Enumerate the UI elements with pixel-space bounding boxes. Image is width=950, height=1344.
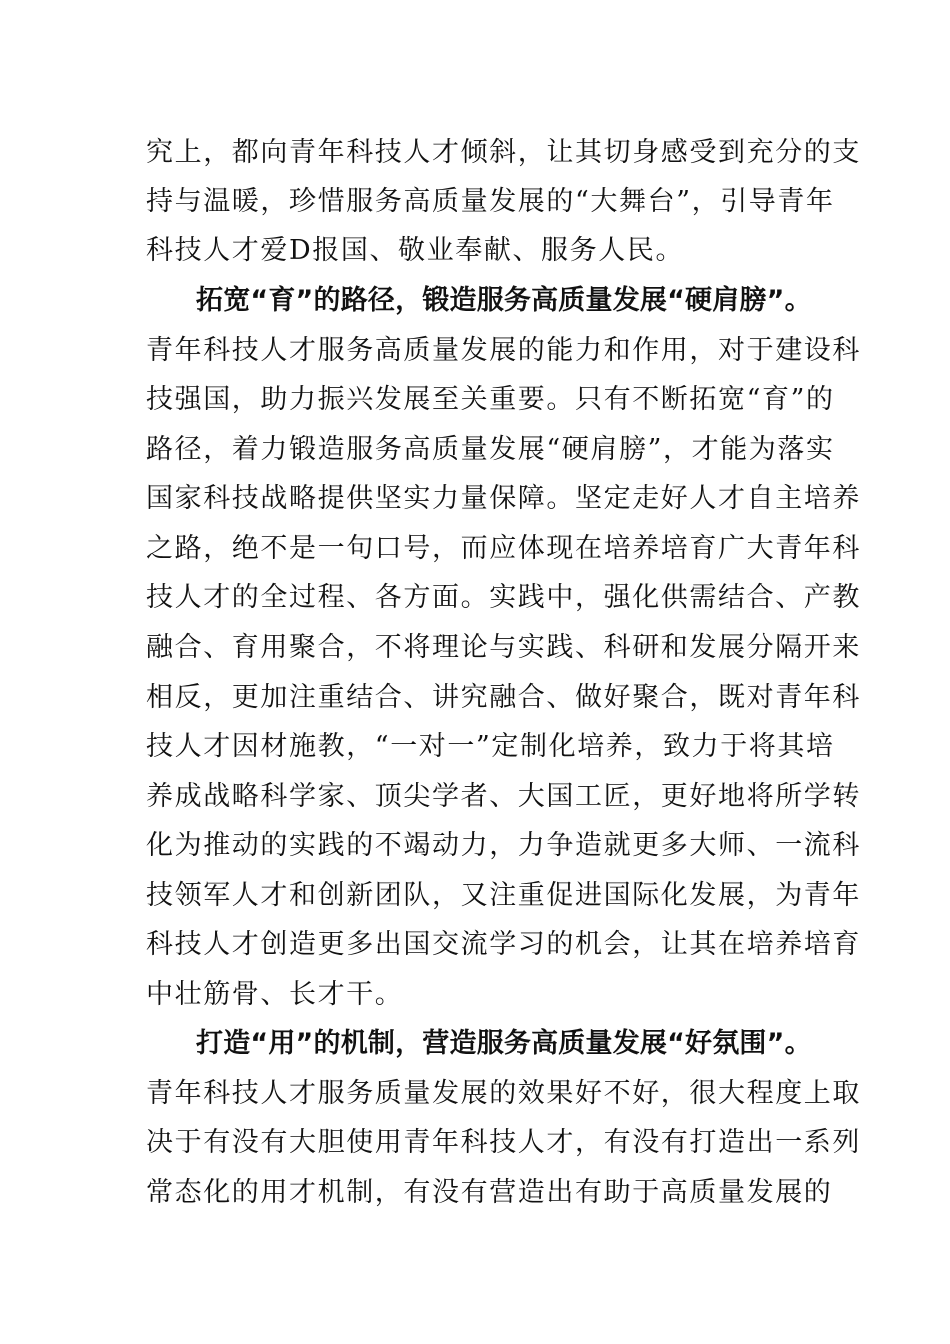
text-line: 科技人才创造更多出国交流学习的机会，让其在培养培育 [146, 929, 861, 960]
text-line: 常态化的用才机制，有没有营造出有助于高质量发展的 [146, 1177, 833, 1208]
text-line: 技领军人才和创新团队，又注重促进国际化发展，为青年 [146, 880, 861, 911]
section-heading: 拓宽“育”的路径，锻造服务高质量发展“硬肩膀”。 [196, 285, 812, 316]
text-line: 化为推动的实践的不竭动力，力争造就更多大师、一流科 [146, 830, 861, 861]
text-line: 技强国，助力振兴发展至关重要。只有不断拓宽“育”的 [146, 384, 835, 415]
text-line: 养成战略科学家、顶尖学者、大国工匠，更好地将所学转 [146, 781, 861, 812]
text-line: 之路，绝不是一句口号，而应体现在培养培育广大青年科 [146, 533, 861, 564]
text-line: 路径，着力锻造服务高质量发展“硬肩膀”，才能为落实 [146, 434, 835, 465]
section-heading: 打造“用”的机制，营造服务高质量发展“好氛围”。 [196, 1028, 812, 1059]
text-line: 技人才的全过程、各方面。实践中，强化供需结合、产教 [146, 582, 861, 613]
text-line: 融合、育用聚合，不将理论与实践、科研和发展分隔开来 [146, 632, 861, 663]
text-line: 科技人才爱D报国、敬业奉献、服务人民。 [146, 235, 685, 266]
text-line: 决于有没有大胆使用青年科技人才，有没有打造出一系列 [146, 1127, 861, 1158]
text-line: 青年科技人才服务质量发展的效果好不好，很大程度上取 [146, 1078, 861, 1109]
text-line: 究上，都向青年科技人才倾斜，让其切身感受到充分的支 [146, 137, 861, 168]
text-line: 相反，更加注重结合、讲究融合、做好聚合，既对青年科 [146, 682, 861, 713]
text-line: 国家科技战略提供坚实力量保障。坚定走好人才自主培养 [146, 483, 861, 514]
text-line: 技人才因材施教，“一对一”定制化培养，致力于将其培 [146, 731, 835, 762]
text-line: 青年科技人才服务高质量发展的能力和作用，对于建设科 [146, 335, 861, 366]
text-line: 持与温暖，珍惜服务高质量发展的“大舞台”，引导青年 [146, 186, 835, 217]
text-line: 中壮筋骨、长才干。 [146, 979, 404, 1010]
